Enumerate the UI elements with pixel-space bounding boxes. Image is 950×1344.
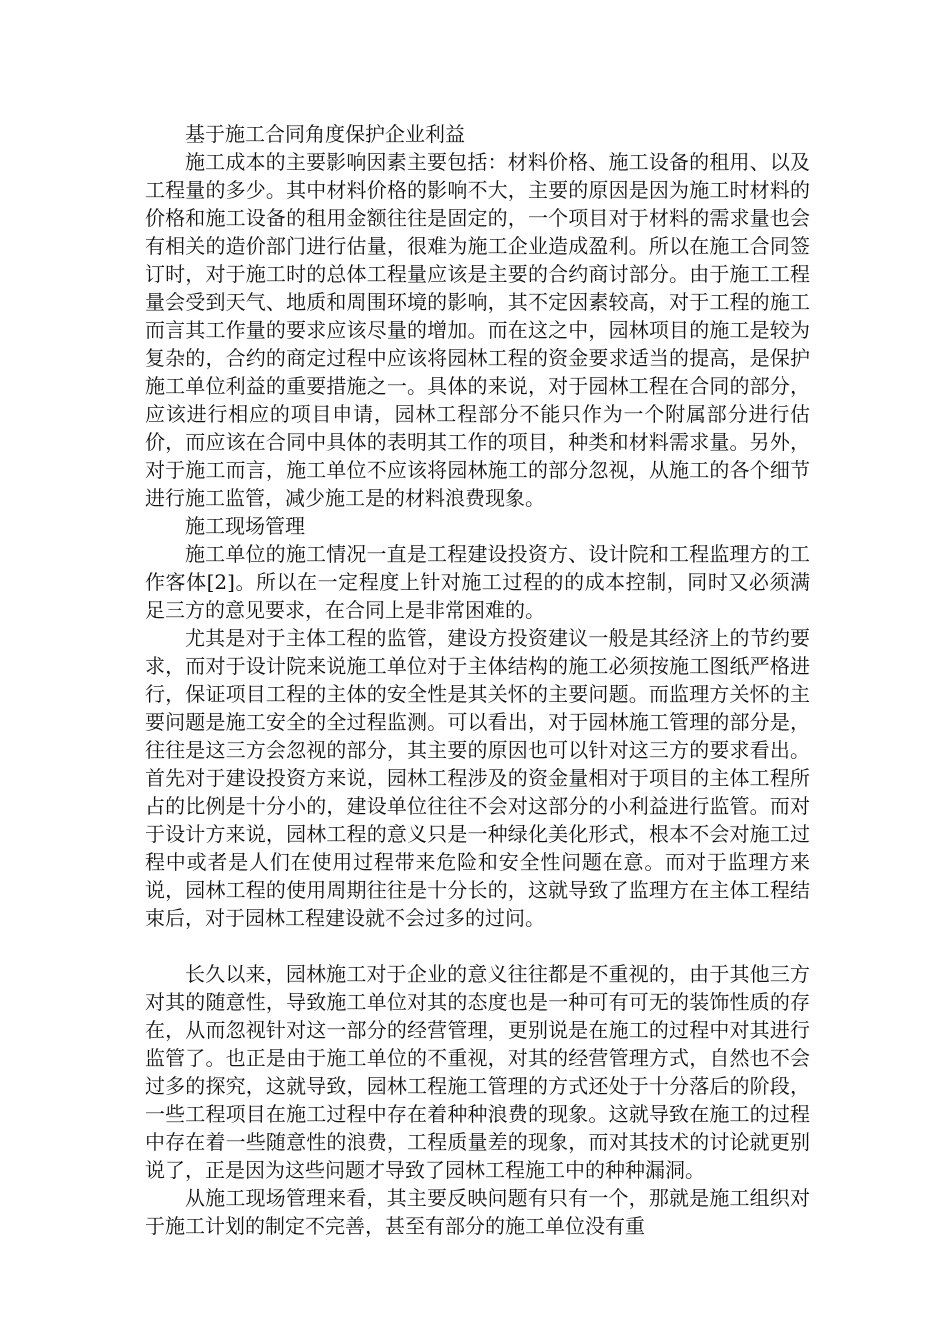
- paragraph-neglect: 长久以来，园林施工对于企业的意义往往都是不重视的，由于其他三方对其的随意性，导致施工单位对其的态度也是一种可有可无的装饰性质的存在，从而忽视针对这一部分的经营管理，更别说是在施工的过程中对其进行监管了。也正是由于施工单位的不重视，对其的经营管理方式，自然也不会过多的探究，这就导致，园林工程施工管理的方式还处于十分落后的阶段，一些工程项目在施工过程中存在着种种浪费的现象。这就导致在施工的过程中存在着一些随意性的浪费，工程质量差的现象，而对其技术的讨论就更别说了，正是因为这些问题才导致了园林工程施工中的种种漏洞。: [145, 962, 810, 1182]
- section-heading-site-management: 施工现场管理: [185, 514, 305, 538]
- paragraph-supervision: 尤其是对于主体工程的监管，建设方投资建议一般是其经济上的节约要求，而对于设计院来说施工单位对于主体结构的施工必须按施工图纸严格进行，保证项目工程的主体的安全性是其关怀的主要问题。而监理方关怀的主要问题是施工安全的全过程监测。可以看出，对于园林施工管理的部分是，往往是这三方会忽视的部分，其主要的原因也可以针对这三方的要求看出。首先对于建设投资方来说，园林工程涉及的资金量相对于项目的主体工程所占的比例是十分小的，建设单位往往不会对这部分的小利益进行监管。而对于设计方来说，园林工程的意义只是一种绿化美化形式，根本不会对施工过程中或者是人们在使用过程带来危险和安全性问题在意。而对于监理方来说，园林工程的使用周期往往是十分长的，这就导致了监理方在主体工程结束后，对于园林工程建设就不会过多的过问。: [145, 626, 810, 930]
- paragraph-spacer: [145, 932, 810, 960]
- paragraph-three-parties: 施工单位的施工情况一直是工程建设投资方、设计院和工程监理方的工作客体[2]。所以在一定程度上针对施工过程的的成本控制，同时又必须满足三方的意见要求，在合同上是非常困难的。: [145, 542, 810, 622]
- paragraph-cost-factors: 施工成本的主要影响因素主要包括：材料价格、施工设备的租用、以及工程量的多少。其中材料价格的影响不大，主要的原因是因为施工时材料的价格和施工设备的租用金额往往是固定的，一个项目对于材料的需求量也会有相关的造价部门进行估量，很难为施工企业造成盈利。所以在施工合同签订时，对于施工时的总体工程量应该是主要的合约商讨部分。由于施工工程量会受到天气、地质和周围环境的影响，其不定因素较高，对于工程的施工而言其工作量的要求应该尽量的增加。而在这之中，园林项目的施工是较为复杂的，合约的商定过程中应该将园林工程的资金要求适当的提高，是保护施工单位利益的重要措施之一。具体的来说，对于园林工程在合同的部分，应该进行相应的项目申请，园林工程部分不能只作为一个附属部分进行估价，而应该在合同中具体的表明其工作的项目，种类和材料需求量。另外，对于施工而言，施工单位不应该将园林施工的部分忽视，从施工的各个细节进行施工监管，减少施工是的材料浪费现象。: [145, 150, 810, 510]
- section-heading-contract: 基于施工合同角度保护企业利益: [185, 122, 465, 146]
- document-page: [145, 120, 810, 1240]
- paragraph-site-problems: 从施工现场管理来看，其主要反映问题有只有一个，那就是施工组织对于施工计划的制定不完善，甚至有部分的施工单位没有重: [145, 1186, 810, 1238]
